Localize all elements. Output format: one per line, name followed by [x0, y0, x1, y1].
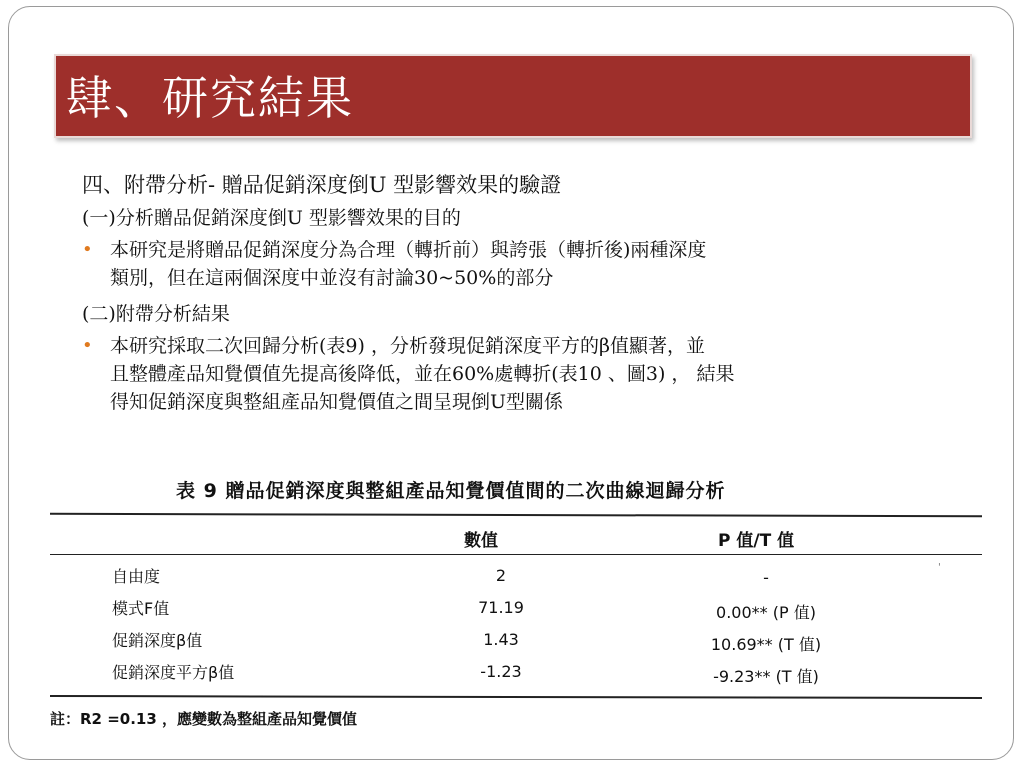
row-pt: -9.23** (T 值) — [713, 667, 819, 686]
subsection-title-1: (一)分析贈品促銷深度倒U 型影響效果的目的 — [82, 207, 461, 229]
bullet-item-1 — [82, 236, 942, 292]
table-caption: 表 9 贈品促銷深度與整組產品知覺價值間的二次曲線迴歸分析 — [176, 480, 726, 502]
table-rule-bottom — [50, 695, 982, 699]
slide-title: 肆、研究結果 — [66, 71, 354, 125]
row-label: 促銷深度平方β值 — [112, 663, 235, 682]
row-label: 促銷深度β值 — [112, 631, 203, 650]
table-rule-header — [50, 554, 982, 555]
bullet-dot-icon: • — [82, 239, 93, 260]
bullet-line: 本研究是將贈品促銷深度分為合理（轉折前）與誇張（轉折後)兩種深度 — [110, 239, 707, 261]
row-value: 1.43 — [483, 630, 519, 649]
slide-body — [82, 168, 942, 422]
scan-mark: ' — [938, 562, 941, 573]
column-header-pt: P 值/T 值 — [718, 531, 795, 551]
bullet-line: 且整體產品知覺價值先提高後降低，並在60%處轉折(表10 、圖3) ， 結果 — [110, 363, 735, 385]
row-label: 自由度 — [112, 567, 161, 586]
row-pt: 0.00** (P 值) — [716, 603, 816, 622]
table-rule-top — [50, 513, 982, 517]
row-label: 模式F值 — [112, 599, 170, 618]
section-heading: 四、附帶分析- 贈品促銷深度倒U 型影響效果的驗證 — [82, 173, 562, 197]
row-pt: 10.69** (T 值) — [710, 635, 822, 654]
bullet-line: 類別，但在這兩個深度中並沒有討論30~50%的部分 — [110, 267, 554, 289]
subsection-title-2: (二)附帶分析結果 — [82, 303, 230, 325]
bullet-line: 得知促銷深度與整組產品知覺價值之間呈現倒U型關係 — [110, 391, 564, 413]
title-bar — [54, 54, 972, 138]
row-value: -1.23 — [480, 662, 522, 681]
row-pt: - — [763, 568, 769, 587]
row-value: 2 — [495, 566, 507, 585]
table-footnote: 註：R2 =0.13 ，應變數為整組產品知覺價值 — [50, 710, 358, 728]
bullet-line: 本研究採取二次回歸分析(表9) ，分析發現促銷深度平方的β值顯著，並 — [110, 335, 705, 357]
row-value: 71.19 — [478, 598, 524, 617]
bullet-item-2 — [82, 332, 942, 416]
bullet-dot-icon: • — [82, 335, 93, 356]
regression-table — [46, 470, 986, 730]
column-header-value: 數值 — [464, 531, 498, 551]
